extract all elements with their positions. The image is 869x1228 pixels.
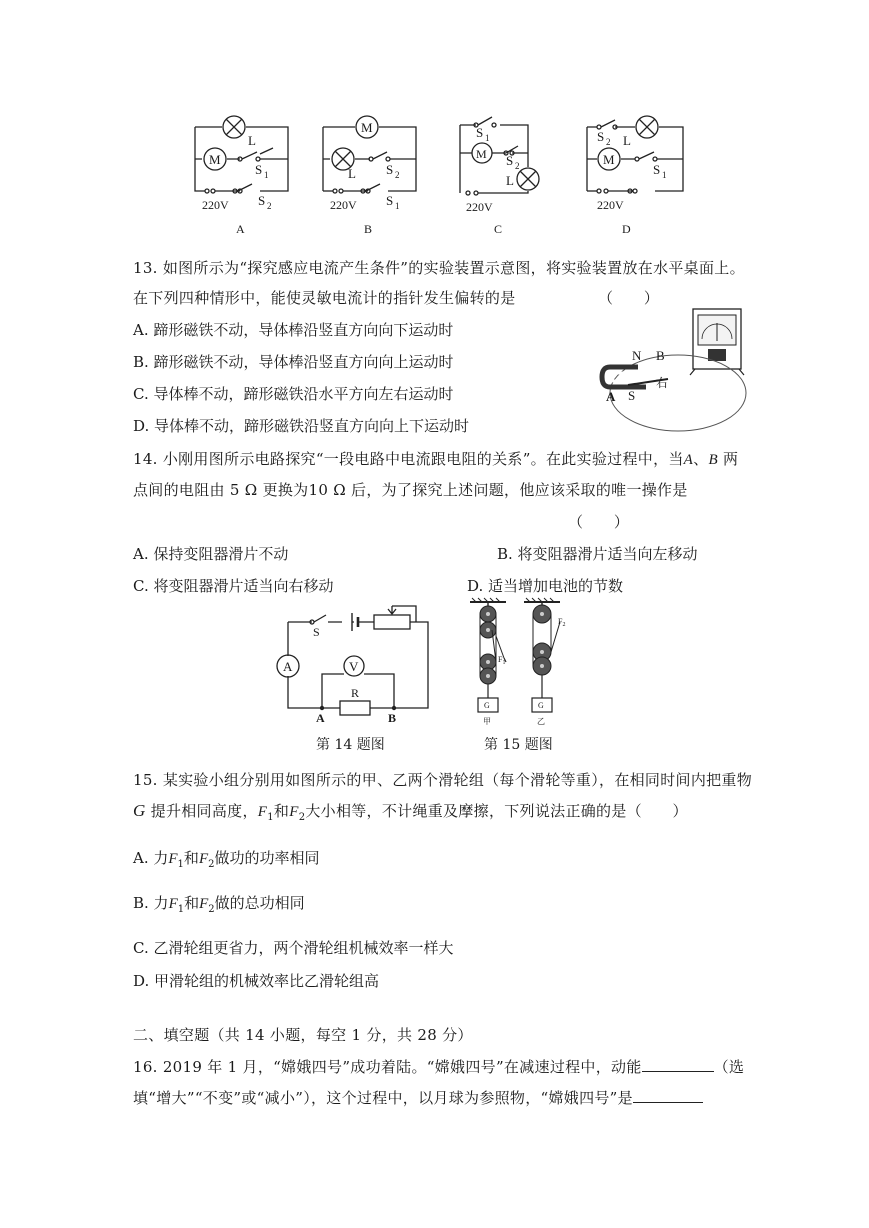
q15-option-b: B. 力$F_1$和$F_2$做的总功相同 (133, 894, 305, 915)
q16-blank-2[interactable] (633, 1088, 703, 1103)
svg-text:S: S (258, 193, 266, 208)
q15-stem-part: 提升相同高度， (150, 802, 258, 820)
q13-south-label: S (628, 388, 636, 403)
q14-option-a: A. 保持变阻器滑片不动 (133, 545, 289, 563)
q14-separator: 、 (693, 450, 709, 468)
svg-text:2: 2 (606, 137, 611, 147)
q14-stem-line2: 点间的电阻由 5 Ω 更换为10 Ω 后，为了探究上述问题，他应该采取的唯一操作是 (133, 481, 688, 499)
q13-stem-line1: 13. 如图所示为“探究感应电流产生条件”的实验装置示意图，将实验装置放在水平桌面上。 (133, 259, 745, 277)
q15-figure-caption: 第 15 题图 (484, 737, 553, 753)
q16-blank-1[interactable] (642, 1057, 714, 1072)
svg-text:2: 2 (515, 161, 520, 171)
svg-text:S: S (476, 125, 484, 140)
svg-text:L: L (348, 166, 356, 181)
q15-option-c: C. 乙滑轮组更省力，两个滑轮组机械效率一样大 (133, 939, 454, 957)
q15-pulley-figure (462, 596, 572, 728)
circuit-c (460, 117, 539, 214)
q14-answer-paren: （ ） (568, 513, 630, 531)
q15-option-a: A. 力$F_1$和$F_2$做功的功率相同 (133, 849, 320, 870)
circuit-label-a: A (236, 222, 245, 236)
svg-text:220V: 220V (597, 198, 624, 212)
q14-point-b-label: B (388, 711, 397, 725)
svg-text:M: M (209, 152, 221, 167)
ammeter-label: A (283, 659, 293, 674)
q14-stem-end: 两 (723, 450, 739, 468)
q16-stem-line2 (133, 1087, 703, 1108)
svg-text:1: 1 (264, 170, 269, 180)
q14-stem-line1 (133, 448, 738, 469)
svg-text:M: M (476, 147, 487, 161)
svg-text:1: 1 (662, 170, 667, 180)
q16-text-a: 16. 2019 年 1 月，“嫦娥四号”成功着陆。“嫦娥四号”在减速过程中，动能 (133, 1058, 642, 1076)
q16-text-c: 填“增大”“不变”或“减小”），这个过程中，以月球为参照物，“嫦娥四号”是 (133, 1089, 633, 1107)
q15-f1-label: $F_1$ (498, 655, 506, 666)
svg-text:S: S (255, 162, 263, 177)
q15-option-d: D. 甲滑轮组的机械效率比乙滑轮组高 (133, 972, 380, 990)
q14-switch-label: S (313, 625, 320, 639)
q13-north-label: N (632, 348, 642, 363)
q14-point-a: A (683, 452, 694, 468)
q13-option-b: B. 蹄形磁铁不动，导体棒沿竖直方向向上运动时 (133, 353, 454, 371)
q15-yi-label: 乙 (537, 717, 545, 726)
svg-text:L: L (623, 133, 631, 148)
q15-weight-label-yi: G (538, 701, 544, 710)
voltmeter-label: V (349, 659, 359, 674)
svg-text:S: S (597, 129, 605, 144)
q14-circuit-figure (272, 598, 437, 726)
q14-option-b: B. 将变阻器滑片适当向左移动 (497, 545, 698, 563)
svg-text:S: S (386, 162, 394, 177)
q13-b-label: B (656, 348, 665, 363)
circuit-b (323, 116, 416, 212)
circuit-a (195, 116, 288, 212)
circuit-label-d: D (622, 222, 631, 236)
svg-text:220V: 220V (330, 198, 357, 212)
voltage-label: 220V (202, 198, 229, 212)
q15-f1-symbol: F (257, 804, 268, 820)
q15-stem-rest: 大小相等，不计绳重及摩擦，下列说法正确的是（ ） (305, 802, 688, 820)
q14-option-c: C. 将变阻器滑片适当向右移动 (133, 577, 334, 595)
q15-weight-label-jia: G (484, 701, 490, 710)
svg-text:1: 1 (485, 133, 490, 143)
q16-text-b: （选 (713, 1058, 745, 1076)
q15-and: 和 (273, 802, 290, 820)
svg-text:S: S (506, 153, 514, 168)
q13-option-a: A. 蹄形磁铁不动，导体棒沿竖直方向向下运动时 (133, 321, 454, 339)
q13-a-label: A (606, 389, 616, 404)
svg-text:S: S (653, 162, 661, 177)
q14-figure-caption: 第 14 题图 (316, 737, 385, 753)
q14-option-d: D. 适当增加电池的节数 (467, 577, 624, 595)
resistor-label: R (351, 686, 360, 700)
q16-stem-line1 (133, 1056, 744, 1077)
q13-right-label: 右 (656, 376, 669, 390)
q14-stem-text: 14. 小刚用图所示电路探究“一段电路中电流跟电阻的关系”。在此实验过程中，当 (133, 450, 684, 468)
q13-answer-paren: （ ） (598, 289, 660, 307)
q14-point-b: B (708, 452, 718, 468)
svg-text:L: L (506, 173, 514, 188)
svg-text:1: 1 (395, 201, 400, 211)
q13-induction-figure (598, 305, 748, 440)
q15-f2-label: $F_2$ (558, 617, 566, 628)
q15-stem-line1: 15. 某实验小组分别用如图所示的甲、乙两个滑轮组（每个滑轮等重），在相同时间内把重物 (133, 771, 753, 789)
q14-point-a-label: A (316, 711, 325, 725)
circuit-d (587, 116, 683, 212)
q13-stem-line2: 在下列四种情形中，能使灵敏电流计的指针发生偏转的是 (133, 289, 516, 307)
q15-stem-line2: G 提升相同高度，$F_1$和$F_2$大小相等，不计绳重及摩擦，下列说法正确的是（ ） (133, 801, 688, 823)
section-heading-fill-in: 二、填空题（共 14 小题，每空 1 分，共 28 分） (133, 1026, 473, 1044)
svg-text:M: M (603, 152, 615, 167)
circuit-label-b: B (364, 222, 373, 236)
svg-text:M: M (361, 120, 373, 135)
svg-text:220V: 220V (466, 200, 493, 214)
svg-text:2: 2 (395, 170, 400, 180)
svg-text:2: 2 (267, 201, 272, 211)
q13-option-d: D. 导体棒不动，蹄形磁铁沿竖直方向向上下运动时 (133, 417, 470, 435)
lamp-label: L (248, 133, 256, 148)
circuit-label-c: C (494, 222, 503, 236)
q15-weight-symbol: G (133, 801, 146, 820)
circuit-diagrams (180, 105, 700, 215)
svg-text:S: S (386, 193, 394, 208)
q15-jia-label: 甲 (483, 717, 491, 726)
q13-option-c: C. 导体棒不动，蹄形磁铁沿水平方向左右运动时 (133, 385, 454, 403)
